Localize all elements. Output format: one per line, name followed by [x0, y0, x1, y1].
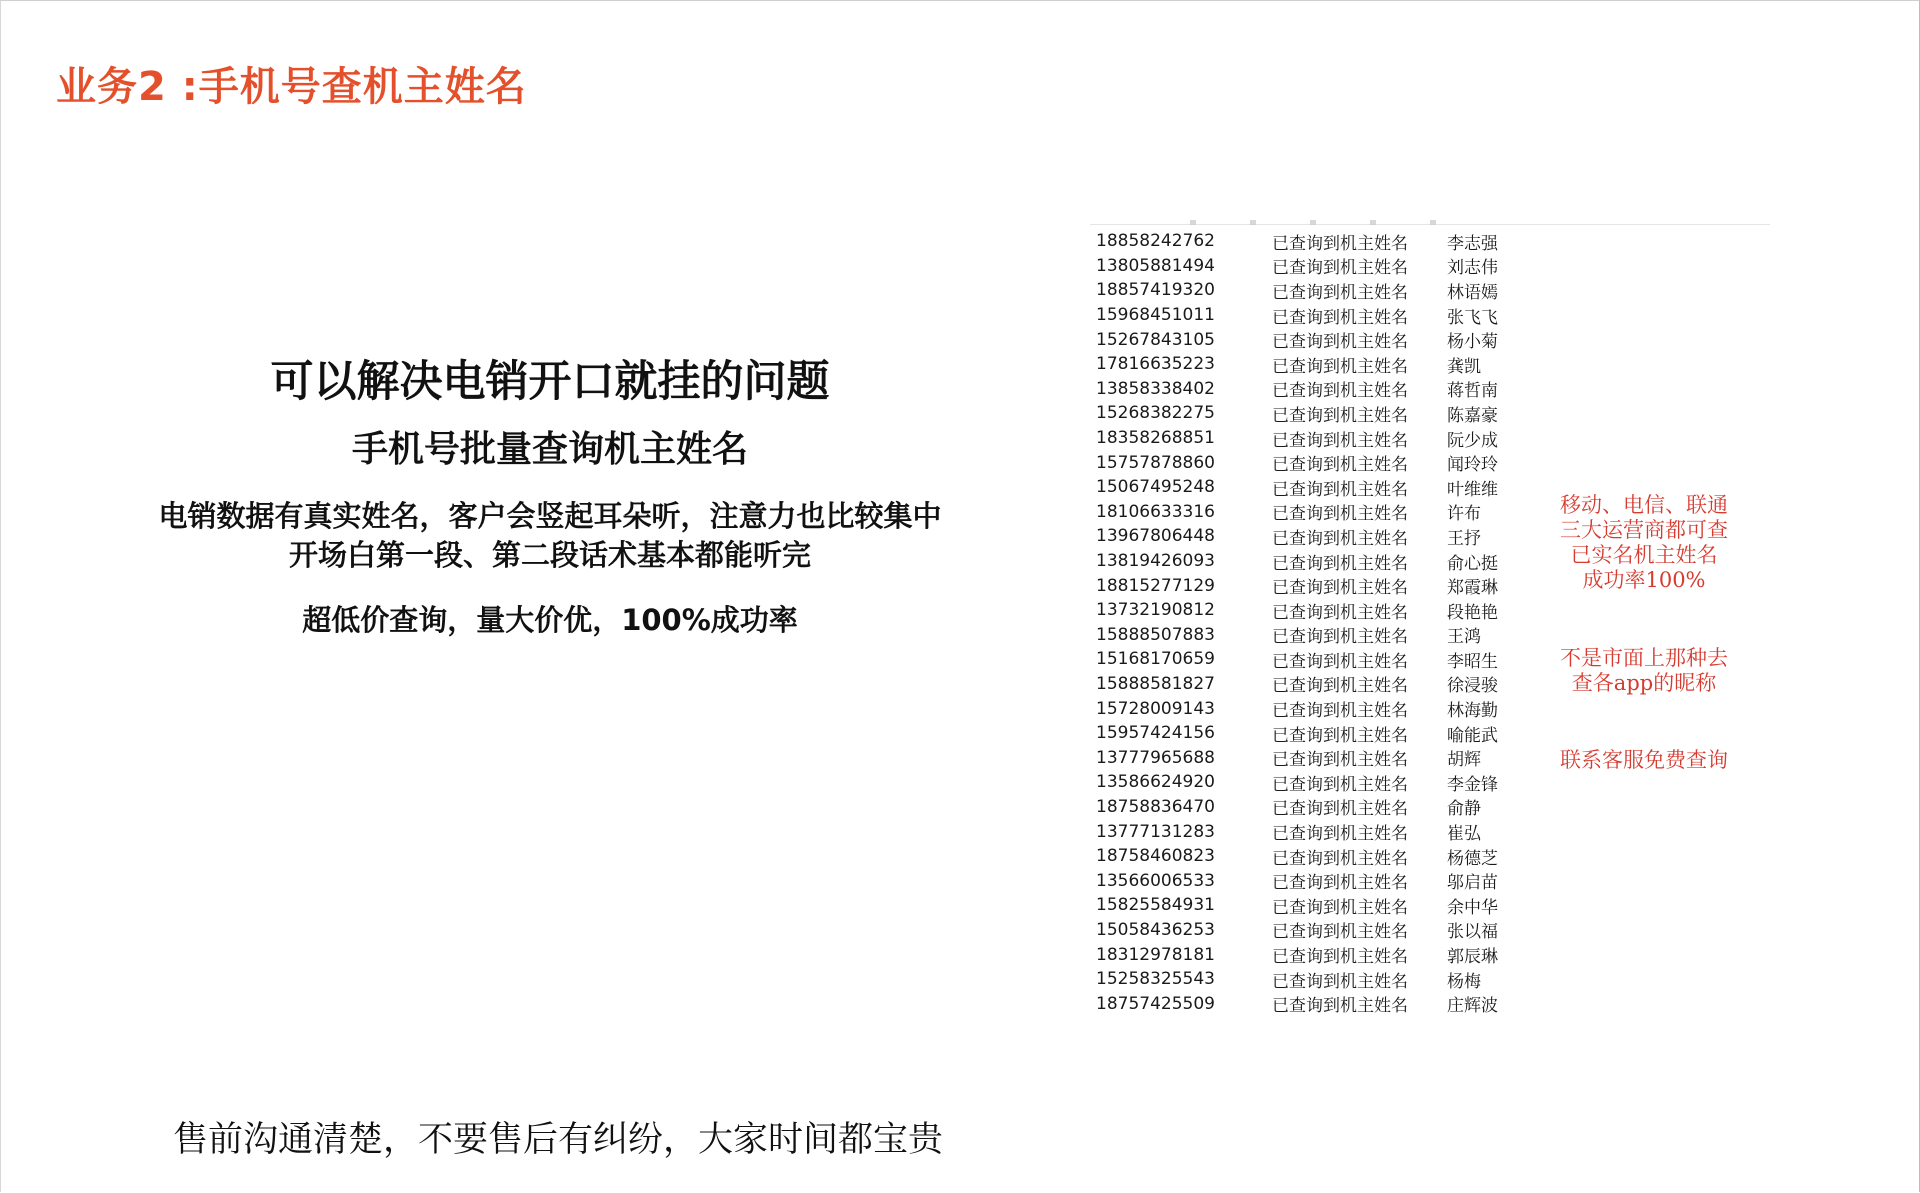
phone-cell: 15957424156 [1096, 723, 1215, 744]
phone-cell: 15888581827 [1096, 673, 1215, 694]
name-cell: 俞心挺 [1447, 553, 1498, 574]
name-cell: 张飞飞 [1447, 307, 1498, 328]
table-row [1096, 450, 1537, 475]
phone-cell: 18312978181 [1096, 944, 1215, 965]
table-row [1096, 942, 1537, 967]
status-cell: 已查询到机主姓名 [1272, 233, 1408, 254]
table-row [1096, 819, 1537, 844]
table-row [1096, 623, 1537, 648]
table-row [1096, 893, 1537, 918]
status-cell: 已查询到机主姓名 [1272, 996, 1408, 1017]
note-operators-line: 成功率100% [1582, 568, 1706, 592]
status-cell: 已查询到机主姓名 [1272, 897, 1408, 918]
table-row [1096, 770, 1537, 795]
name-cell: 郑霞琳 [1447, 578, 1498, 599]
table-row [1096, 327, 1537, 352]
status-cell: 已查询到机主姓名 [1272, 258, 1408, 279]
note-operators-line: 已实名机主姓名 [1570, 543, 1718, 567]
note-contact: 联系客服免费查询 [1560, 748, 1728, 772]
description-line-1: 电销数据有真实姓名，客户会竖起耳朵听，注意力也比较集中 [158, 499, 942, 533]
name-cell: 闻玲玲 [1447, 455, 1498, 476]
name-cell: 许布 [1447, 504, 1481, 525]
table-row [1096, 229, 1537, 254]
phone-cell: 15067495248 [1096, 477, 1215, 498]
table-row [1096, 573, 1537, 598]
status-cell: 已查询到机主姓名 [1272, 725, 1408, 746]
status-cell: 已查询到机主姓名 [1272, 848, 1408, 869]
phone-cell: 13777131283 [1096, 821, 1215, 842]
phone-cell: 18857419320 [1096, 280, 1215, 301]
table-row [1096, 721, 1537, 746]
table-row [1096, 524, 1537, 549]
status-cell: 已查询到机主姓名 [1272, 947, 1408, 968]
description-line-2: 开场白第一段、第二段话术基本都能听完 [288, 538, 811, 572]
status-cell: 已查询到机主姓名 [1272, 602, 1408, 623]
status-cell: 已查询到机主姓名 [1272, 651, 1408, 672]
name-cell: 刘志伟 [1447, 258, 1498, 279]
headline: 可以解决电销开口就挂的问题 [270, 357, 830, 407]
status-cell: 已查询到机主姓名 [1272, 504, 1408, 525]
phone-cell: 13819426093 [1096, 551, 1215, 572]
note-operators [1524, 493, 1764, 593]
phone-cell: 18815277129 [1096, 575, 1215, 596]
status-cell: 已查询到机主姓名 [1272, 676, 1408, 697]
phone-cell: 13566006533 [1096, 870, 1215, 891]
name-cell: 段艳艳 [1447, 602, 1498, 623]
status-cell: 已查询到机主姓名 [1272, 430, 1408, 451]
table-row [1096, 991, 1537, 1016]
name-cell: 李志强 [1447, 233, 1498, 254]
table-row [1096, 918, 1537, 943]
status-cell: 已查询到机主姓名 [1272, 528, 1408, 549]
price-line: 超低价查询，量大价优，100%成功率 [302, 603, 798, 637]
phone-cell: 13777965688 [1096, 747, 1215, 768]
name-cell: 郭辰琳 [1447, 947, 1498, 968]
status-cell: 已查询到机主姓名 [1272, 799, 1408, 820]
table-row [1096, 352, 1537, 377]
status-cell: 已查询到机主姓名 [1272, 824, 1408, 845]
phone-cell: 13858338402 [1096, 378, 1215, 399]
phone-cell: 18106633316 [1096, 501, 1215, 522]
table-row [1096, 500, 1537, 525]
note-operators-line: 移动、电信、联通 [1560, 493, 1728, 517]
name-cell: 崔弘 [1447, 824, 1481, 845]
phone-cell: 18358268851 [1096, 428, 1215, 449]
name-cell: 蒋哲南 [1447, 381, 1498, 402]
name-cell: 胡辉 [1447, 750, 1481, 771]
name-cell: 林语嫣 [1447, 282, 1498, 303]
phone-cell: 18758460823 [1096, 846, 1215, 867]
phone-cell: 13732190812 [1096, 600, 1215, 621]
status-cell: 已查询到机主姓名 [1272, 479, 1408, 500]
status-cell: 已查询到机主姓名 [1272, 356, 1408, 377]
status-cell: 已查询到机主姓名 [1272, 282, 1408, 303]
table-row [1096, 647, 1537, 672]
name-cell: 王鸿 [1447, 627, 1481, 648]
phone-cell: 15757878860 [1096, 452, 1215, 473]
table-row [1096, 549, 1537, 574]
table-row [1096, 303, 1537, 328]
note-nickname-line: 不是市面上那种去 [1560, 646, 1728, 670]
status-cell: 已查询到机主姓名 [1272, 455, 1408, 476]
table-row [1096, 868, 1537, 893]
table-row [1096, 696, 1537, 721]
status-cell: 已查询到机主姓名 [1272, 553, 1408, 574]
status-cell: 已查询到机主姓名 [1272, 922, 1408, 943]
table-cropped-header [1190, 220, 1490, 225]
status-cell: 已查询到机主姓名 [1272, 774, 1408, 795]
name-cell: 林海勤 [1447, 701, 1498, 722]
status-cell: 已查询到机主姓名 [1272, 381, 1408, 402]
name-cell: 李金锋 [1447, 774, 1498, 795]
name-cell: 杨德芝 [1447, 848, 1498, 869]
subheadline: 手机号批量查询机主姓名 [351, 428, 748, 470]
table-row [1096, 844, 1537, 869]
phone-cell: 18858242762 [1096, 231, 1215, 252]
phone-cell: 15968451011 [1096, 305, 1215, 326]
name-cell: 王抒 [1447, 528, 1481, 549]
phone-cell: 15258325543 [1096, 969, 1215, 990]
name-cell: 杨梅 [1447, 971, 1481, 992]
phone-cell: 13967806448 [1096, 526, 1215, 547]
table-row [1096, 426, 1537, 451]
status-cell: 已查询到机主姓名 [1272, 332, 1408, 353]
phone-cell: 15168170659 [1096, 649, 1215, 670]
status-cell: 已查询到机主姓名 [1272, 405, 1408, 426]
phone-cell: 15058436253 [1096, 919, 1215, 940]
name-cell: 龚凯 [1447, 356, 1481, 377]
table-row [1096, 278, 1537, 303]
phone-cell: 17816635223 [1096, 354, 1215, 375]
footer-text: 售前沟通清楚，不要售后有纠纷，大家时间都宝贵 [173, 1120, 944, 1160]
phone-cell: 13586624920 [1096, 772, 1215, 793]
table-row [1096, 475, 1537, 500]
status-cell: 已查询到机主姓名 [1272, 627, 1408, 648]
table-row [1096, 254, 1537, 279]
phone-cell: 15268382275 [1096, 403, 1215, 424]
note-nickname-line: 查各app的昵称 [1571, 671, 1717, 695]
table-row [1096, 795, 1537, 820]
name-cell: 庄辉波 [1447, 996, 1498, 1017]
note-operators-line: 三大运营商都可查 [1560, 518, 1728, 542]
status-cell: 已查询到机主姓名 [1272, 971, 1408, 992]
table-row [1096, 598, 1537, 623]
name-cell: 俞静 [1447, 799, 1481, 820]
name-cell: 张以福 [1447, 922, 1498, 943]
status-cell: 已查询到机主姓名 [1272, 750, 1408, 771]
name-cell: 邬启苗 [1447, 873, 1498, 894]
name-cell: 喻能武 [1447, 725, 1498, 746]
phone-cell: 15825584931 [1096, 895, 1215, 916]
name-cell: 余中华 [1447, 897, 1498, 918]
phone-cell: 13805881494 [1096, 255, 1215, 276]
phone-cell: 15888507883 [1096, 624, 1215, 645]
table-row [1096, 745, 1537, 770]
status-cell: 已查询到机主姓名 [1272, 578, 1408, 599]
name-cell: 徐浸骏 [1447, 676, 1498, 697]
note-nickname [1524, 646, 1764, 696]
table-row [1096, 377, 1537, 402]
name-cell: 陈嘉豪 [1447, 405, 1498, 426]
name-cell: 李昭生 [1447, 651, 1498, 672]
query-results-table [1090, 220, 1770, 1020]
name-cell: 叶维维 [1447, 479, 1498, 500]
phone-cell: 15267843105 [1096, 329, 1215, 350]
table-row [1096, 672, 1537, 697]
name-cell: 杨小菊 [1447, 332, 1498, 353]
status-cell: 已查询到机主姓名 [1272, 873, 1408, 894]
phone-cell: 18758836470 [1096, 796, 1215, 817]
table-row [1096, 401, 1537, 426]
status-cell: 已查询到机主姓名 [1272, 701, 1408, 722]
table-row [1096, 967, 1537, 992]
table-rows [1096, 229, 1537, 1016]
phone-cell: 18757425509 [1096, 993, 1215, 1014]
slide-title: 业务2 :手机号查机主姓名 [56, 64, 527, 110]
status-cell: 已查询到机主姓名 [1272, 307, 1408, 328]
phone-cell: 15728009143 [1096, 698, 1215, 719]
name-cell: 阮少成 [1447, 430, 1498, 451]
